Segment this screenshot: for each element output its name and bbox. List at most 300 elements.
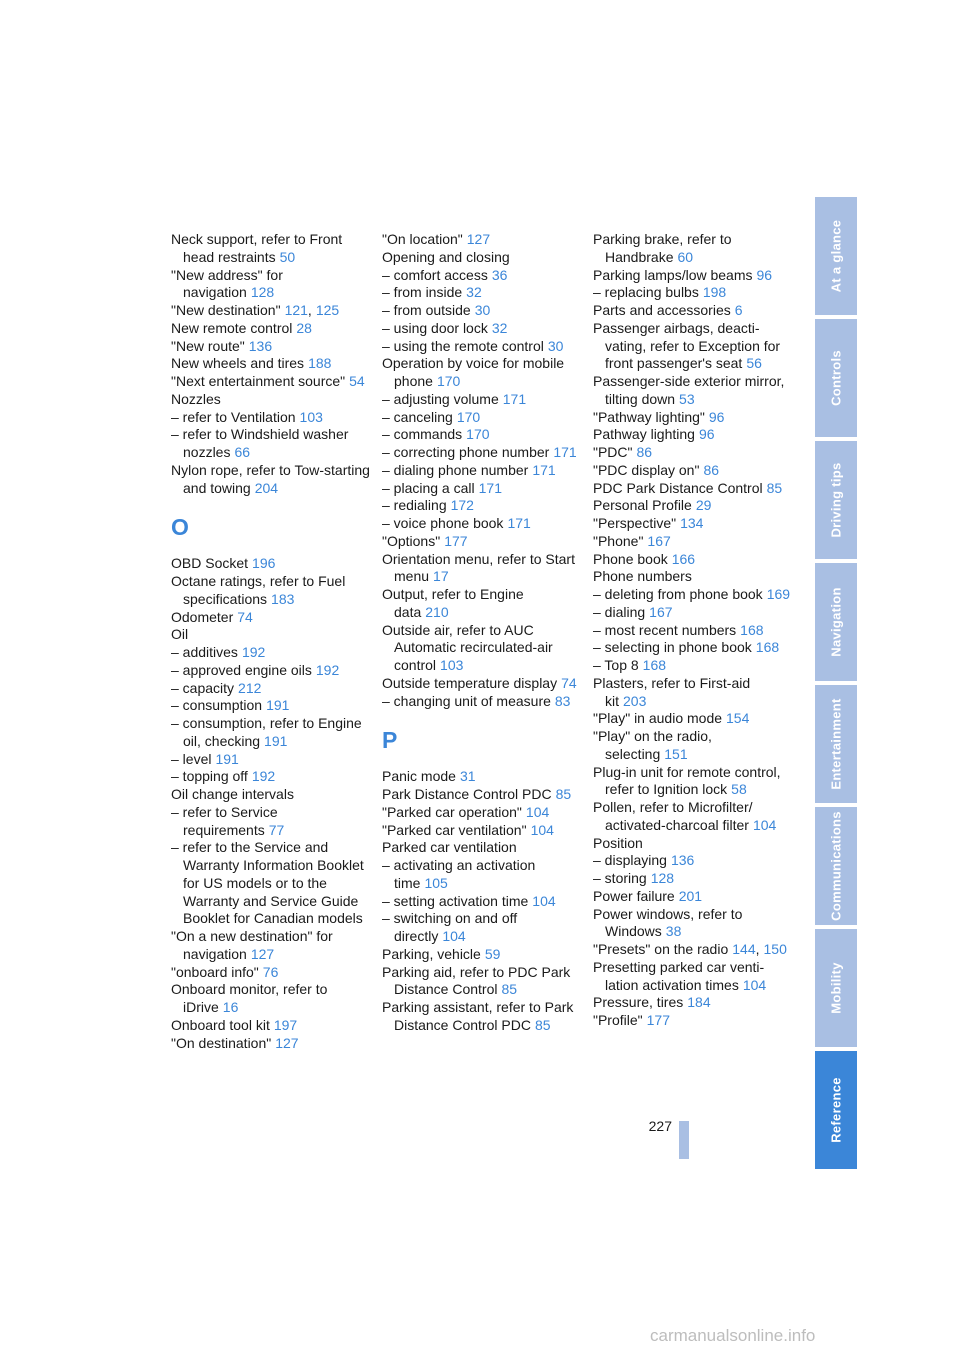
- index-entry: [593, 568, 793, 586]
- index-entry-text: "New destination": [171, 302, 281, 318]
- page-ref-link[interactable]: 76: [262, 963, 279, 980]
- page-ref-link[interactable]: 210: [425, 603, 449, 620]
- page-ref-link[interactable]: 197: [273, 1016, 298, 1033]
- index-entry: [382, 515, 582, 533]
- index-entry-text: – refer to the Service and Warranty Information Booklet for US models or to the Warranty and Service Guide Booklet for Canadian models: [171, 839, 364, 927]
- page-ref-link[interactable]: 171: [502, 390, 527, 407]
- page-ref-link[interactable]: 127: [250, 945, 275, 962]
- tab-reference[interactable]: [815, 1051, 857, 1169]
- index-entry-text: "onboard info": [171, 963, 259, 980]
- index-entry-text: Onboard tool kit: [171, 1016, 270, 1033]
- index-entry-text: Parts and accessories: [593, 302, 731, 318]
- index-entry: [171, 626, 371, 644]
- index-column-3: [593, 231, 793, 1030]
- tab-label: Navigation: [828, 587, 844, 657]
- index-entry: [382, 426, 582, 444]
- index-entry-text: "Presets" on the radio: [593, 941, 729, 957]
- index-entry-text: Pollen, refer to Microfilter/ activated-charcoal filter: [593, 799, 753, 833]
- index-entry: [171, 609, 371, 627]
- index-entry-text: – level: [171, 750, 212, 767]
- tab-entertainment[interactable]: [815, 685, 857, 803]
- index-entry-text: New wheels and tires: [171, 355, 305, 372]
- index-entry-text: Pressure, tires: [593, 994, 684, 1011]
- index-entry-text: – activating an activation time: [382, 857, 536, 891]
- page-ref-link[interactable]: 170: [466, 426, 490, 443]
- page-ref-link[interactable]: 17: [433, 568, 449, 585]
- index-entry-text: Oil: [171, 626, 189, 643]
- index-entry-text: – adjusting volume: [382, 390, 499, 407]
- index-entry-text: "On a new destination" for navigation: [171, 928, 333, 962]
- index-entry: [382, 302, 582, 320]
- page-ref-link[interactable]: 32: [466, 284, 482, 301]
- index-entry-text: Parking brake, refer to Handbrake: [593, 231, 732, 265]
- index-entry: [593, 320, 793, 373]
- index-entry: [382, 267, 582, 285]
- page-ref-link[interactable]: 74: [237, 608, 253, 625]
- page-ref-link[interactable]: 105: [424, 874, 448, 891]
- index-entry-text: Oil change intervals: [171, 786, 294, 802]
- index-entry: [171, 1017, 371, 1035]
- tab-label: Communications: [828, 811, 844, 921]
- tab-label: Entertainment: [828, 698, 844, 790]
- page-ref-link[interactable]: 50: [279, 248, 296, 265]
- index-entry-text: Onboard monitor, refer to iDrive: [171, 981, 328, 1015]
- page-ref-link[interactable]: 191: [264, 732, 288, 749]
- index-entry-text: – deleting from phone book: [593, 586, 763, 602]
- page-ref-link[interactable]: 171: [553, 444, 577, 460]
- page-ref-link[interactable]: 171: [478, 479, 502, 496]
- index-entry: [382, 675, 582, 693]
- index-entry: [593, 1012, 793, 1030]
- page-ref-link[interactable]: 58: [731, 781, 747, 798]
- index-entry-text: Opening and closing: [382, 248, 510, 265]
- index-entry-text: – storing: [593, 870, 647, 886]
- index-entry: [382, 551, 582, 587]
- index-entry: [593, 497, 793, 515]
- page-ref-link[interactable]: 60: [677, 248, 694, 265]
- page-ref-link[interactable]: 191: [215, 750, 239, 767]
- page-ref-link[interactable]: 128: [650, 870, 675, 886]
- index-entry: [382, 355, 582, 391]
- index-entry-text: – dialing: [593, 603, 646, 620]
- page-ref-link[interactable]: 150: [763, 941, 787, 957]
- index-entry-text: Passenger airbags, deacti-vating, refer to Exception for front passenger's seat: [593, 319, 781, 372]
- index-entry: [593, 941, 793, 959]
- index-entry: [382, 462, 582, 480]
- page-ref-link[interactable]: 192: [315, 661, 340, 678]
- index-entry: [382, 910, 582, 946]
- page-ref-link[interactable]: 85: [501, 981, 518, 998]
- page-ref-link[interactable]: 172: [450, 497, 474, 514]
- index-entry-text: Panic mode: [382, 768, 456, 785]
- index-entry: [382, 533, 582, 551]
- index-entry-text: "Pathway lighting": [593, 408, 705, 425]
- page-ref-link[interactable]: 167: [649, 603, 673, 620]
- page-ref-link[interactable]: 96: [756, 266, 773, 283]
- watermark: carmanualsonline.info: [650, 1326, 816, 1345]
- page-ref-link[interactable]: 66: [234, 444, 251, 460]
- index-entry: [171, 355, 371, 373]
- index-entry-text: – using door lock: [382, 319, 488, 336]
- page-ref-link[interactable]: 56: [746, 355, 762, 372]
- index-entry: [382, 249, 582, 267]
- index-entry-text: "Play" in audio mode: [593, 710, 723, 727]
- page-ref-link[interactable]: 38: [665, 923, 682, 940]
- page-ref-link[interactable]: 85: [766, 479, 783, 496]
- index-entry-text: Output, refer to Engine data: [382, 586, 524, 620]
- tab-mobility[interactable]: [815, 929, 857, 1047]
- index-entry: [593, 267, 793, 285]
- index-entry: [171, 320, 371, 338]
- index-entry: [382, 284, 582, 302]
- index-entry-text: "PDC": [593, 444, 633, 460]
- index-entry: [593, 480, 793, 498]
- index-entry: [593, 764, 793, 800]
- index-entry-text: – dialing phone number: [382, 461, 529, 478]
- index-entry-text: Park Distance Control PDC: [382, 786, 552, 802]
- index-entry-text: – setting activation time: [382, 892, 529, 909]
- page-ref-link[interactable]: 170: [436, 373, 461, 389]
- index-letter-heading: O: [171, 514, 189, 541]
- index-entry: [171, 981, 371, 1017]
- index-entry-text: – switching on and off directly: [382, 910, 518, 944]
- index-entry-text: Parking assistant, refer to Park Distance Control PDC: [382, 999, 574, 1033]
- page-ref-separator: ,: [307, 302, 312, 318]
- section-tabs: [815, 197, 857, 1173]
- index-entry: [593, 710, 793, 728]
- index-entry: [382, 444, 582, 462]
- index-entry-text: Personal Profile: [593, 497, 692, 514]
- index-entry: [382, 586, 582, 622]
- index-entry-text: Outside temperature display: [382, 674, 558, 691]
- index-entry: [171, 697, 371, 715]
- tab-label: Reference: [828, 1077, 844, 1143]
- index-column-1: [171, 231, 371, 1052]
- page-ref-link[interactable]: 85: [534, 1016, 551, 1033]
- page-ref-link[interactable]: 128: [250, 284, 275, 301]
- index-entry: [171, 391, 371, 409]
- index-entry: [382, 839, 582, 857]
- index-entry-text: "Profile": [593, 1012, 643, 1028]
- index-entry-text: – refer to Service requirements: [171, 803, 278, 838]
- index-entry: [593, 231, 793, 267]
- index-entry-text: – voice phone book: [382, 515, 504, 531]
- page-ref-link[interactable]: 103: [440, 657, 464, 673]
- index-entry: [382, 497, 582, 515]
- index-entry: [382, 768, 582, 786]
- page-ref-link[interactable]: 183: [271, 590, 295, 607]
- index-entry-text: – canceling: [382, 408, 453, 425]
- page-ref-link[interactable]: 83: [554, 692, 571, 709]
- index-entry: [382, 857, 582, 893]
- index-entry-text: Power windows, refer to Windows: [593, 905, 743, 940]
- index-entry-text: "Parked car ventilation": [382, 821, 527, 838]
- page-ref-link[interactable]: 96: [698, 426, 715, 443]
- page-ref-link[interactable]: 188: [308, 355, 332, 372]
- index-entry-text: "On location": [382, 231, 463, 247]
- page-ref-link[interactable]: 154: [726, 710, 750, 727]
- index-entry-text: – additives: [171, 644, 238, 660]
- index-entry-text: – changing unit of measure: [382, 692, 551, 709]
- index-entry-text: – displaying: [593, 852, 667, 869]
- page-ref-link[interactable]: 203: [623, 692, 647, 709]
- index-entry: [593, 888, 793, 906]
- page-ref-link[interactable]: 53: [679, 390, 695, 407]
- index-entry-text: "PDC display on": [593, 461, 700, 478]
- index-entry: [382, 786, 582, 804]
- page-ref-link[interactable]: 127: [275, 1034, 299, 1051]
- page-ref-link[interactable]: 36: [491, 266, 508, 283]
- page-ref-link[interactable]: 192: [241, 644, 266, 660]
- tab-label: Mobility: [828, 962, 844, 1014]
- index-entry-text: Presetting parked car venti-lation activation times: [593, 958, 765, 993]
- index-entry: [382, 893, 582, 911]
- page-ref-link[interactable]: 31: [459, 768, 476, 785]
- index-entry: [593, 728, 793, 764]
- index-entry: [593, 622, 793, 640]
- page-ref-link[interactable]: 125: [315, 302, 340, 318]
- tab-driving-tips[interactable]: [815, 441, 857, 559]
- page-ref-link[interactable]: 177: [444, 532, 468, 549]
- index-entry-text: Phone numbers: [593, 568, 692, 585]
- page-ref-link[interactable]: 104: [532, 892, 556, 909]
- page-ref-link[interactable]: 103: [299, 408, 323, 425]
- index-entry-text: – approved engine oils: [171, 661, 312, 678]
- index-entry-text: "New route": [171, 337, 245, 354]
- index-entry: [171, 231, 371, 267]
- index-entry-text: Passenger-side exterior mirror, tilting down: [593, 373, 785, 407]
- page-ref-link[interactable]: 30: [474, 302, 491, 318]
- page-ref-link[interactable]: 136: [670, 852, 695, 869]
- index-entry: [593, 604, 793, 622]
- index-entry: [593, 515, 793, 533]
- index-entry: [382, 804, 582, 822]
- page-ref-link[interactable]: 59: [484, 945, 501, 962]
- index-entry: [171, 715, 371, 751]
- index-entry-text: "Phone": [593, 532, 644, 549]
- index-entry-text: "Next entertainment source": [171, 373, 346, 389]
- index-entry: [171, 786, 371, 804]
- index-entry-text: PDC Park Distance Control: [593, 479, 763, 496]
- index-column-2: [382, 231, 582, 1035]
- page-number: 227: [648, 1118, 672, 1134]
- index-entry: [171, 768, 371, 786]
- index-entry: [171, 1035, 371, 1053]
- page-ref-link[interactable]: 134: [680, 515, 704, 531]
- tab-at-a-glance[interactable]: [815, 197, 857, 315]
- page-ref-link[interactable]: 168: [642, 657, 667, 673]
- page-ref-link[interactable]: 170: [456, 408, 481, 425]
- index-entry-text: Parking, vehicle: [382, 945, 481, 962]
- index-entry-text: Pathway lighting: [593, 426, 695, 443]
- index-entry: [382, 338, 582, 356]
- index-entry-text: OBD Socket: [171, 555, 249, 572]
- index-entry: [382, 964, 582, 1000]
- index-entry: [171, 302, 371, 320]
- index-entry-text: Neck support, refer to Front head restraints: [171, 231, 343, 265]
- index-entry-text: Phone book: [593, 550, 668, 567]
- index-entry: [171, 751, 371, 769]
- index-entry-text: Plasters, refer to First-aid kit: [593, 674, 751, 709]
- index-entry-text: Operation by voice for mobile phone: [382, 355, 565, 389]
- page-ref-link[interactable]: 104: [530, 821, 554, 838]
- page-ref-link[interactable]: 184: [687, 994, 711, 1011]
- page-ref-link[interactable]: 204: [254, 479, 279, 496]
- index-entry-text: Parking aid, refer to PDC Park Distance Control: [382, 963, 571, 998]
- index-entry: [593, 302, 793, 320]
- index-entry: [382, 946, 582, 964]
- index-entry-text: – redialing: [382, 497, 447, 514]
- index-entry-text: "On destination": [171, 1034, 272, 1051]
- page-ref-link[interactable]: 169: [766, 586, 791, 602]
- index-entry: [593, 373, 793, 409]
- index-entry: [382, 999, 582, 1035]
- page-ref-separator: ,: [755, 941, 760, 957]
- index-entry-text: – placing a call: [382, 479, 475, 496]
- index-entry-text: Nozzles: [171, 390, 221, 407]
- index-entry-text: – consumption: [171, 697, 263, 714]
- index-entry: [382, 231, 582, 249]
- index-entry-text: New remote control: [171, 319, 293, 336]
- tab-communications[interactable]: [815, 807, 857, 925]
- index-entry: [382, 480, 582, 498]
- page-ref-link[interactable]: 192: [251, 768, 276, 785]
- page-ref-link[interactable]: 168: [755, 639, 780, 656]
- index-entry-text: Plug-in unit for remote control, refer to Ignition lock: [593, 763, 781, 798]
- index-entry-text: – most recent numbers: [593, 621, 737, 638]
- index-entry-text: "Options": [382, 532, 441, 549]
- index-entry-text: – using the remote control: [382, 337, 544, 354]
- index-entry: [382, 391, 582, 409]
- index-entry: [382, 693, 582, 711]
- index-entry: [593, 799, 793, 835]
- page-ref-link[interactable]: 127: [466, 231, 491, 247]
- index-entry: [382, 320, 582, 338]
- page-ref-link[interactable]: 104: [742, 976, 767, 993]
- index-entry: [593, 657, 793, 675]
- page-ref-link[interactable]: 144: [732, 941, 756, 957]
- page-ref-link[interactable]: 104: [442, 928, 466, 944]
- index-entry-text: – consumption, refer to Engine oil, checking: [171, 715, 362, 749]
- page-ref-link[interactable]: 136: [248, 337, 273, 354]
- page-ref-link[interactable]: 171: [532, 461, 556, 478]
- page-ref-link[interactable]: 77: [268, 821, 285, 838]
- index-entry-text: Odometer: [171, 608, 234, 625]
- page-ref-link[interactable]: 177: [646, 1012, 670, 1028]
- index-entry: [171, 964, 371, 982]
- index-entry-text: – commands: [382, 426, 463, 443]
- index-entry-text: – correcting phone number: [382, 444, 550, 460]
- page-ref-link[interactable]: 28: [296, 319, 312, 336]
- index-entry: [593, 462, 793, 480]
- page-ref-link[interactable]: 151: [664, 745, 688, 762]
- index-entry-text: – capacity: [171, 679, 235, 696]
- index-entry: [593, 409, 793, 427]
- page-ref-link[interactable]: 86: [636, 444, 653, 460]
- index-entry: [171, 573, 371, 609]
- index-entry: [171, 839, 371, 928]
- index-entry: [593, 906, 793, 942]
- index-entry-text: Nylon rope, refer to Tow-starting and towing: [171, 461, 370, 496]
- page-ref-link[interactable]: 201: [678, 887, 703, 904]
- index-entry-text: "Perspective": [593, 515, 677, 531]
- page-ref-link[interactable]: 121: [284, 302, 308, 318]
- tab-label: At a glance: [828, 219, 844, 293]
- index-entry: [171, 462, 371, 498]
- index-entry-text: Parking lamps/low beams: [593, 266, 753, 283]
- index-entry: [593, 551, 793, 569]
- index-entry-text: – topping off: [171, 768, 248, 785]
- page-ref-link[interactable]: 104: [752, 816, 777, 833]
- page-ref-link[interactable]: 166: [671, 550, 696, 567]
- index-entry: [593, 586, 793, 604]
- index-entry: [382, 622, 582, 675]
- index-entry: [171, 644, 371, 662]
- page-marker-bar: [679, 1121, 689, 1159]
- page-ref-link[interactable]: 168: [740, 621, 764, 638]
- page-ref-link[interactable]: 191: [266, 697, 290, 714]
- index-entry-text: Octane ratings, refer to Fuel specifications: [171, 573, 346, 607]
- index-entry-text: – refer to Windshield washer nozzles: [171, 426, 349, 460]
- index-entry: [171, 373, 371, 391]
- index-entry-text: "Play" on the radio, selecting: [593, 728, 712, 762]
- index-entry-text: – from outside: [382, 302, 471, 318]
- page-ref-link[interactable]: 212: [238, 679, 262, 696]
- index-entry: [382, 822, 582, 840]
- page-ref-link[interactable]: 6: [734, 302, 743, 318]
- page-ref-link[interactable]: 196: [252, 555, 276, 572]
- page-ref-link[interactable]: 30: [547, 337, 564, 354]
- page-ref-link[interactable]: 54: [349, 373, 365, 389]
- index-entry-text: – Top 8: [593, 657, 639, 673]
- index-entry: [593, 959, 793, 995]
- index-entry-text: – replacing bulbs: [593, 284, 699, 301]
- page-ref-link[interactable]: 74: [561, 674, 577, 691]
- index-entry-text: Orientation menu, refer to Start menu: [382, 550, 575, 585]
- index-entry: [171, 267, 371, 303]
- page-ref-link[interactable]: 96: [708, 408, 725, 425]
- tab-controls[interactable]: [815, 319, 857, 437]
- index-entry: [593, 675, 793, 711]
- index-entry-text: "Parked car operation": [382, 803, 522, 820]
- page-ref-link[interactable]: 29: [695, 497, 712, 514]
- index-entry: [593, 835, 793, 853]
- page-ref-link[interactable]: 167: [647, 532, 671, 549]
- page-ref-link[interactable]: 32: [491, 319, 508, 336]
- index-entry-text: – refer to Ventilation: [171, 408, 296, 425]
- tab-navigation[interactable]: [815, 563, 857, 681]
- tab-label: Controls: [828, 350, 844, 406]
- index-entry: [593, 852, 793, 870]
- index-entry: [593, 994, 793, 1012]
- index-letter-heading: P: [382, 727, 398, 754]
- page-ref-link[interactable]: 104: [525, 803, 550, 820]
- index-entry-text: "New address" for navigation: [171, 266, 283, 301]
- index-entry: [171, 662, 371, 680]
- page-ref-link[interactable]: 86: [703, 461, 720, 478]
- page-ref-link[interactable]: 198: [702, 284, 727, 301]
- index-entry-text: – from inside: [382, 284, 463, 301]
- index-entry: [593, 533, 793, 551]
- index-entry: [593, 284, 793, 302]
- index-entry: [593, 444, 793, 462]
- index-entry: [171, 409, 371, 427]
- page-ref-link[interactable]: 171: [507, 515, 531, 531]
- page-ref-link[interactable]: 16: [222, 999, 239, 1015]
- index-entry-text: – comfort access: [382, 266, 488, 283]
- tab-label: Driving tips: [828, 462, 844, 538]
- page-ref-link[interactable]: 85: [555, 786, 572, 802]
